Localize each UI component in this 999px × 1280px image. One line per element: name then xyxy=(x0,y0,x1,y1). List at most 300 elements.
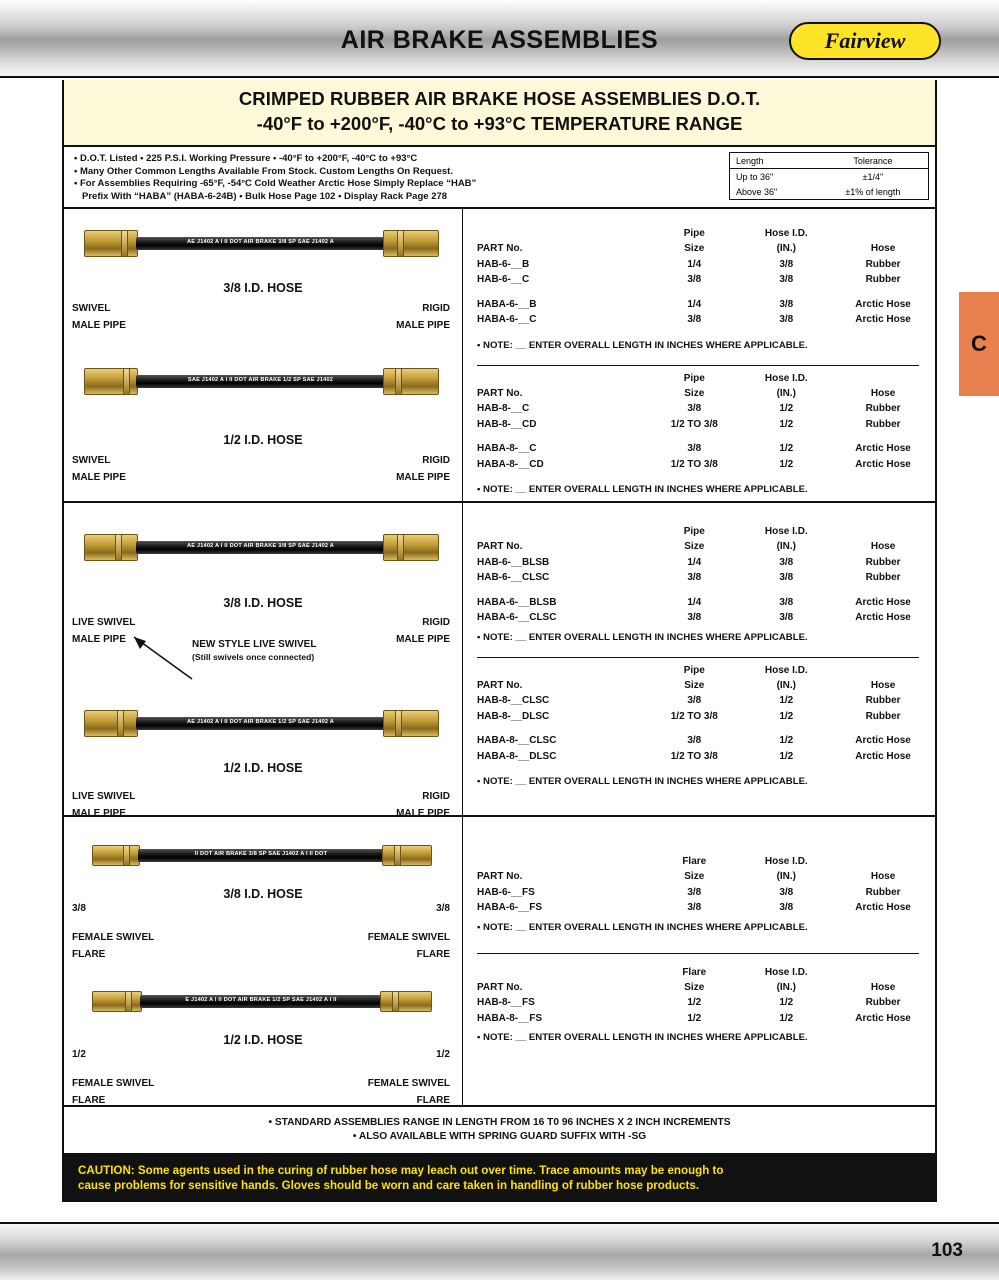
hose-tube xyxy=(136,237,385,250)
specs-bullet: • For Assemblies Requiring -65°F, -54°C Cold Weather Arctic Hose Simply Replace “HAB” xyxy=(74,178,477,190)
table-spacer xyxy=(463,432,935,441)
hose-size-label: 1/2 I.D. HOSE xyxy=(223,761,303,775)
hose-id: 3/8 xyxy=(779,572,794,583)
divider xyxy=(477,953,919,954)
table-spacer xyxy=(463,724,935,733)
hose-id: 1/2 xyxy=(779,695,794,706)
hose-header: Hose xyxy=(870,387,896,399)
specs-block xyxy=(62,147,937,209)
blank-header xyxy=(463,855,647,869)
hose-size-label: 3/8 I.D. HOSE xyxy=(223,281,303,295)
parts-table-12-live-swivel xyxy=(463,664,935,765)
blank-header xyxy=(463,966,647,980)
figure-captions-row1 xyxy=(64,932,462,949)
pipe-size: 3/8 xyxy=(687,695,702,706)
figure-captions-row1 xyxy=(64,1078,462,1095)
id-header: (IN.) xyxy=(776,387,797,399)
blank-header xyxy=(831,227,935,241)
table-row xyxy=(463,900,935,916)
table-row xyxy=(730,153,929,169)
hose-id: 1/2 xyxy=(779,750,794,762)
bottom-note-2: • ALSO AVAILABLE WITH SPRING GUARD SUFFIX WITH -SG xyxy=(352,1131,647,1142)
assemblies-content xyxy=(62,209,937,1155)
hose-type: Arctic Hose xyxy=(855,298,911,310)
table-row xyxy=(463,457,935,473)
hose-id: 3/8 xyxy=(779,886,794,898)
figure-caption-left: LIVE SWIVEL xyxy=(72,791,136,802)
part-number: HABA-6-__FS xyxy=(477,902,543,913)
brand-logo xyxy=(789,22,941,60)
parts-table-38-live-swivel xyxy=(463,525,935,626)
size-group-header: Pipe xyxy=(683,664,705,676)
hose-header: Hose xyxy=(870,243,896,254)
blank-header xyxy=(831,664,935,678)
hose-graphic xyxy=(84,713,439,733)
pipe-size: 1/2 TO 3/8 xyxy=(670,458,718,470)
pipe-size: 3/8 xyxy=(687,274,702,285)
part-header: PART No. xyxy=(477,871,523,882)
hose-size-label: 1/2 I.D. HOSE xyxy=(223,1033,303,1047)
part-header: PART No. xyxy=(477,387,523,399)
hose-header: Hose xyxy=(870,981,896,993)
callout-line1: NEW STYLE LIVE SWIVEL xyxy=(192,639,317,650)
hose-id: 3/8 xyxy=(779,902,794,913)
hose-type: Arctic Hose xyxy=(855,314,911,325)
id-group-header: Hose I.D. xyxy=(764,664,808,676)
part-number: HABA-8-__C xyxy=(477,443,537,454)
table-row xyxy=(463,709,935,725)
hose-id: 1/2 xyxy=(779,735,794,746)
hose-id: 3/8 xyxy=(779,612,794,623)
hose-type: Arctic Hose xyxy=(855,596,911,608)
blank-header xyxy=(463,664,647,678)
hose-header: Hose xyxy=(870,679,896,691)
pipe-size: 1/2 TO 3/8 xyxy=(670,710,718,722)
caution-banner xyxy=(62,1155,937,1202)
figure-caption-left: MALE PIPE xyxy=(72,320,126,331)
section-tab-c xyxy=(959,292,999,396)
table-row xyxy=(463,297,935,313)
size-group-header: Pipe xyxy=(683,372,705,384)
caution-line1: CAUTION: Some agents used in the curing of rubber hose may leach out over time. Trace amounts may be enough to xyxy=(78,1164,724,1177)
id-group-header: Hose I.D. xyxy=(764,228,808,239)
hose-id: 3/8 xyxy=(779,556,794,568)
assembly-tables-column xyxy=(462,817,935,1105)
hose-illustration xyxy=(64,219,462,281)
figure-caption-left: FLARE xyxy=(72,949,106,960)
note-line: • NOTE: __ ENTER OVERALL LENGTH IN INCHES WHERE APPLICABLE. xyxy=(477,921,808,933)
page-number: 103 xyxy=(931,1240,963,1261)
table-row xyxy=(463,257,935,273)
table-row xyxy=(463,401,935,417)
blank-header xyxy=(831,855,935,869)
part-number: HAB-8-__C xyxy=(477,403,530,414)
figure-caption-right: MALE PIPE xyxy=(396,320,450,331)
callout-text xyxy=(192,639,316,664)
tolerance-col2-header: Tolerance xyxy=(818,153,929,169)
hose-id: 1/2 xyxy=(779,1012,794,1024)
table-header-row xyxy=(463,386,935,402)
section-tab-label: C xyxy=(971,331,987,356)
hose-fitting-left-icon xyxy=(84,534,138,561)
hose-illustration xyxy=(64,357,462,419)
assembly-figure-12-flare xyxy=(64,977,462,1105)
pipe-size: 3/8 xyxy=(687,314,702,325)
hose-fitting-left-icon xyxy=(92,845,140,866)
hose-id: 1/2 xyxy=(779,418,794,430)
assembly-figure-12-swivel xyxy=(64,357,462,483)
caution-line2: cause problems for sensitive hands. Gloves should be worn and care taken in handling of rubber hose products. xyxy=(78,1179,700,1192)
part-number: HABA-8-__CLSC xyxy=(477,735,557,746)
part-number: HABA-8-__CD xyxy=(477,458,544,470)
part-number: HAB-8-__DLSC xyxy=(477,710,550,722)
part-number: HABA-8-__FS xyxy=(477,1012,543,1024)
hose-type: Rubber xyxy=(865,418,901,430)
figure-caption-right: RIGID xyxy=(422,303,450,314)
note-line: • NOTE: __ ENTER OVERALL LENGTH IN INCHES WHERE APPLICABLE. xyxy=(477,776,808,787)
part-number: HABA-6-__B xyxy=(477,298,537,310)
hose-fitting-left-icon xyxy=(92,991,142,1012)
hose-type: Rubber xyxy=(865,997,901,1008)
hose-tube-marking: E J1402 A I II DOT AIR BRAKE 1/2 SP SAE J1402 A I II xyxy=(185,997,337,1003)
assembly-tables-column xyxy=(462,209,935,501)
table-row xyxy=(463,610,935,626)
table-row xyxy=(463,693,935,709)
hose-illustration xyxy=(64,831,462,893)
figure-caption-left: LIVE SWIVEL xyxy=(72,617,136,628)
flare-size: 3/8 xyxy=(687,886,702,898)
blank-header xyxy=(463,227,647,241)
hose-type: Rubber xyxy=(865,258,901,270)
table-header-row xyxy=(463,241,935,257)
pipe-size: 1/2 TO 3/8 xyxy=(670,418,718,430)
figure-captions-row2 xyxy=(64,1095,462,1112)
table-header-row xyxy=(463,855,935,869)
pipe-size: 1/4 xyxy=(687,298,702,310)
size-group-header: Pipe xyxy=(683,526,705,537)
hose-tube-marking: AE J1402 A I II DOT AIR BRAKE 3/8 SP SAE J1402 A xyxy=(186,543,334,549)
tolerance-length: Up to 36" xyxy=(736,171,774,182)
id-header: (IN.) xyxy=(776,243,797,254)
figure-caption-left: MALE PIPE xyxy=(72,808,126,819)
figure-captions-row2 xyxy=(64,472,462,489)
figure-size-row xyxy=(64,903,462,920)
figure-caption-left: MALE PIPE xyxy=(72,472,126,483)
assembly-figure-12-live-swivel xyxy=(64,699,462,819)
hose-id: 3/8 xyxy=(779,298,794,310)
specs-bullet: • D.O.T. Listed • 225 P.S.I. Working Pressure • -40°F to +200°F, -40°C to +93°C xyxy=(74,153,418,164)
hose-id: 1/2 xyxy=(779,403,794,414)
figure-caption-right: FEMALE SWIVEL xyxy=(367,932,450,943)
table-header-row xyxy=(463,869,935,885)
table-row xyxy=(730,169,929,185)
assembly-figure-38-flare xyxy=(64,831,462,963)
part-header: PART No. xyxy=(477,243,523,254)
table-header-row xyxy=(463,678,935,694)
pipe-size: 3/8 xyxy=(687,572,702,583)
note-line: • NOTE: __ ENTER OVERALL LENGTH IN INCHES WHERE APPLICABLE. xyxy=(477,631,808,643)
table-header-row xyxy=(463,525,935,539)
blank-header xyxy=(463,525,647,539)
figure-caption-left: SWIVEL xyxy=(72,455,111,466)
page-header xyxy=(0,0,999,78)
hose-tube-marking: II DOT AIR BRAKE 3/8 SP SAE J1402 A I II DOT xyxy=(194,851,328,857)
hose-id: 1/2 xyxy=(779,710,794,722)
hose-id: 1/2 xyxy=(779,443,794,454)
size-group-header: Flare xyxy=(682,856,707,867)
hose-fitting-right-icon xyxy=(383,710,439,737)
pipe-size: 3/8 xyxy=(687,612,702,623)
hose-type: Arctic Hose xyxy=(855,443,911,454)
part-number: HAB-6-__CLSC xyxy=(477,572,550,583)
pipe-size: 3/8 xyxy=(687,443,702,454)
hose-graphic xyxy=(92,845,432,865)
part-number: HABA-6-__C xyxy=(477,314,537,325)
bottom-note-1: • STANDARD ASSEMBLIES RANGE IN LENGTH FROM 16 T0 96 INCHES X 2 INCH INCREMENTS xyxy=(268,1117,731,1128)
table-header-row xyxy=(463,227,935,241)
part-number: HAB-6-__B xyxy=(477,258,530,270)
flare-size: 1/2 xyxy=(687,1012,702,1024)
hose-tube xyxy=(136,541,385,554)
pipe-size: 1/4 xyxy=(687,556,702,568)
figure-caption-right: RIGID xyxy=(422,455,450,466)
hose-type: Arctic Hose xyxy=(855,612,911,623)
note-line: • NOTE: __ ENTER OVERALL LENGTH IN INCHES WHERE APPLICABLE. xyxy=(477,1032,808,1043)
hose-type: Rubber xyxy=(865,274,901,285)
title-band-line1: CRIMPED RUBBER AIR BRAKE HOSE ASSEMBLIES D.O.T. xyxy=(238,88,761,109)
figure-caption-right: FLARE xyxy=(416,1095,450,1106)
page-footer xyxy=(0,1222,999,1280)
hose-id: 3/8 xyxy=(779,596,794,608)
figure-size-right: 3/8 xyxy=(436,903,450,914)
tolerance-col1-header: Length xyxy=(730,153,818,169)
hose-tube-marking: AE J1402 A I II DOT AIR BRAKE 3/8 SP SAE J1402 A xyxy=(186,239,334,245)
size-header: Size xyxy=(684,243,705,254)
hose-id: 3/8 xyxy=(779,274,794,285)
blank-header xyxy=(831,372,935,386)
hose-graphic xyxy=(84,233,439,253)
part-number: HAB-8-__CD xyxy=(477,418,537,430)
part-number: HABA-6-__CLSC xyxy=(477,612,557,623)
brand-logo-text: Fairview xyxy=(824,28,906,53)
figure-captions-row1 xyxy=(64,455,462,472)
hose-graphic xyxy=(84,537,439,557)
part-header: PART No. xyxy=(477,679,523,691)
parts-table-12-swivel xyxy=(463,372,935,473)
title-band-line2: -40°F to +200°F, -40°C to +93°C TEMPERATURE RANGE xyxy=(256,113,743,134)
callout-line2: (Still swivels once connected) xyxy=(192,652,315,662)
table-row xyxy=(730,184,929,200)
part-number: HABA-8-__DLSC xyxy=(477,750,557,762)
hose-tube xyxy=(140,995,382,1008)
pipe-size: 1/4 xyxy=(687,258,702,270)
hose-type: Arctic Hose xyxy=(855,750,911,762)
hose-fitting-left-icon xyxy=(84,710,138,737)
hose-type: Rubber xyxy=(865,556,901,568)
flare-size: 1/2 xyxy=(687,997,702,1008)
hose-id: 1/2 xyxy=(779,458,794,470)
id-header: (IN.) xyxy=(776,871,797,882)
size-header: Size xyxy=(684,981,705,993)
parts-table-12-flare xyxy=(463,966,935,1027)
table-row xyxy=(463,733,935,749)
id-group-header: Hose I.D. xyxy=(764,372,808,384)
part-number: HABA-6-__BLSB xyxy=(477,596,557,608)
figure-caption-left: SWIVEL xyxy=(72,303,111,314)
assembly-images-column xyxy=(64,817,462,1105)
part-number: HAB-8-__CLSC xyxy=(477,695,550,706)
hose-size-label: 3/8 I.D. HOSE xyxy=(223,887,303,901)
table-header-row xyxy=(463,980,935,996)
hose-fitting-left-icon xyxy=(84,368,138,395)
hose-fitting-right-icon xyxy=(383,368,439,395)
table-row xyxy=(463,441,935,457)
hose-tube-marking: AE J1402 A I II DOT AIR BRAKE 1/2 SP SAE J1402 A xyxy=(186,719,334,725)
hose-size-label: 3/8 I.D. HOSE xyxy=(223,596,303,610)
hose-type: Arctic Hose xyxy=(855,902,911,913)
figure-captions-row1 xyxy=(64,791,462,808)
figure-size-left: 1/2 xyxy=(72,1049,86,1060)
id-header: (IN.) xyxy=(776,541,797,552)
hose-size-label: 1/2 I.D. HOSE xyxy=(223,433,303,447)
table-header-row xyxy=(463,372,935,386)
parts-table-38-flare xyxy=(463,855,935,916)
size-header: Size xyxy=(684,679,705,691)
note-line: • NOTE: __ ENTER OVERALL LENGTH IN INCHES WHERE APPLICABLE. xyxy=(477,484,808,495)
hose-illustration xyxy=(64,699,462,761)
size-header: Size xyxy=(684,387,705,399)
hose-header: Hose xyxy=(870,871,896,882)
table-row xyxy=(463,885,935,901)
id-group-header: Hose I.D. xyxy=(764,966,808,978)
figure-caption-right: RIGID xyxy=(422,617,450,628)
pipe-size: 3/8 xyxy=(687,403,702,414)
size-group-header: Pipe xyxy=(683,228,705,239)
table-header-row xyxy=(463,664,935,678)
tolerance-value: ±1% of length xyxy=(845,186,901,197)
hose-tube xyxy=(136,717,385,730)
table-header-row xyxy=(463,539,935,555)
figure-captions-row2 xyxy=(64,949,462,966)
title-band xyxy=(62,80,937,147)
figure-caption-left: FEMALE SWIVEL xyxy=(72,1078,155,1089)
hose-type: Rubber xyxy=(865,886,901,898)
hose-id: 3/8 xyxy=(779,314,794,325)
bottom-notes xyxy=(64,1107,935,1153)
hose-type: Arctic Hose xyxy=(855,458,911,470)
assembly-group-swivel xyxy=(64,209,935,503)
hose-type: Rubber xyxy=(865,695,901,706)
id-group-header: Hose I.D. xyxy=(764,856,808,867)
hose-type: Rubber xyxy=(865,572,901,583)
parts-table-38-swivel xyxy=(463,227,935,328)
hose-id: 1/2 xyxy=(779,997,794,1008)
assembly-tables-column xyxy=(462,503,935,815)
hose-graphic xyxy=(84,371,439,391)
table-row xyxy=(463,570,935,586)
assembly-figure-38-swivel xyxy=(64,219,462,333)
pipe-size: 1/4 xyxy=(687,596,702,608)
hose-type: Rubber xyxy=(865,403,901,414)
id-header: (IN.) xyxy=(776,679,797,691)
part-number: HAB-6-__FS xyxy=(477,886,535,898)
pipe-size: 3/8 xyxy=(687,735,702,746)
figure-caption-left: FLARE xyxy=(72,1095,106,1106)
figure-caption-right: MALE PIPE xyxy=(396,634,450,645)
size-header: Size xyxy=(684,541,705,552)
table-row xyxy=(463,312,935,328)
tolerance-value: ±1/4" xyxy=(862,171,884,182)
assembly-group-flare xyxy=(64,817,935,1107)
table-row xyxy=(463,749,935,765)
hose-fitting-right-icon xyxy=(383,534,439,561)
assembly-group-live-swivel xyxy=(64,503,935,817)
table-spacer xyxy=(463,586,935,595)
figure-caption-right: FLARE xyxy=(416,949,450,960)
size-header: Size xyxy=(684,871,705,882)
table-row xyxy=(463,995,935,1011)
figure-caption-left: FEMALE SWIVEL xyxy=(72,932,155,943)
table-spacer xyxy=(463,288,935,297)
specs-bullet: • Many Other Common Lengths Available From Stock. Custom Lengths On Request. xyxy=(74,165,453,177)
hose-graphic xyxy=(92,991,432,1011)
hose-tube xyxy=(136,375,385,388)
id-header: (IN.) xyxy=(776,981,797,993)
hose-header: Hose xyxy=(870,541,896,552)
figure-size-row xyxy=(64,1049,462,1066)
part-number: HAB-6-__BLSB xyxy=(477,556,550,568)
figure-size-right: 1/2 xyxy=(436,1049,450,1060)
hose-id: 3/8 xyxy=(779,258,794,270)
table-header-row xyxy=(463,966,935,980)
blank-header xyxy=(463,372,647,386)
part-number: HAB-8-__FS xyxy=(477,997,535,1008)
hose-type: Arctic Hose xyxy=(855,735,911,746)
table-row xyxy=(463,1011,935,1027)
figure-caption-right: RIGID xyxy=(422,791,450,802)
figure-caption-right: MALE PIPE xyxy=(396,472,450,483)
specs-bullet: Prefix With “HABA” (HABA-6-24B) • Bulk Hose Page 102 • Display Rack Page 278 xyxy=(82,190,448,202)
hose-type: Arctic Hose xyxy=(855,1012,911,1024)
figure-size-left: 3/8 xyxy=(72,903,86,914)
page-content xyxy=(62,80,937,1202)
hose-fitting-left-icon xyxy=(84,230,138,257)
tolerance-table xyxy=(729,152,929,200)
size-group-header: Flare xyxy=(682,966,707,978)
hose-tube xyxy=(138,849,384,862)
part-header: PART No. xyxy=(477,541,523,552)
table-row xyxy=(463,595,935,611)
id-group-header: Hose I.D. xyxy=(764,526,808,537)
page-title: AIR BRAKE ASSEMBLIES xyxy=(340,26,659,54)
hose-fitting-right-icon xyxy=(380,991,432,1012)
figure-captions-row1 xyxy=(64,303,462,320)
table-row xyxy=(463,555,935,571)
divider xyxy=(477,657,919,658)
figure-captions-row2 xyxy=(64,320,462,337)
table-row xyxy=(463,417,935,433)
flare-size: 3/8 xyxy=(687,902,702,913)
hose-fitting-right-icon xyxy=(383,230,439,257)
hose-illustration xyxy=(64,523,462,585)
blank-header xyxy=(831,966,935,980)
hose-illustration xyxy=(64,977,462,1039)
assembly-images-column xyxy=(64,503,462,819)
part-number: HAB-6-__C xyxy=(477,274,530,285)
divider xyxy=(477,365,919,366)
hose-tube-marking: SAE J1402 A I II DOT AIR BRAKE 1/2 SP SAE J1402 xyxy=(187,377,334,383)
hose-type: Rubber xyxy=(865,710,901,722)
